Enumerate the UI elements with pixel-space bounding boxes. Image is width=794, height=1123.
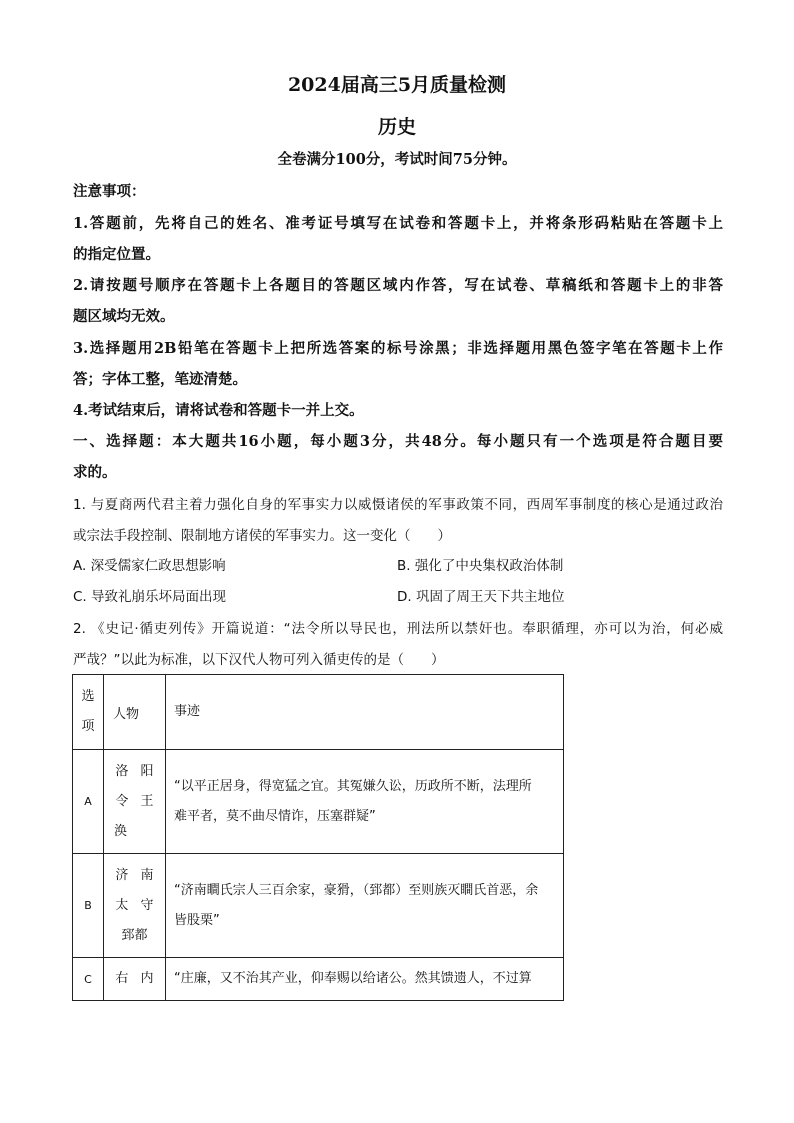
header-option-top: 选 — [81, 689, 95, 704]
section1-heading-line-2: 求的。 — [73, 464, 117, 481]
row-b-deeds-line: 皆股栗” — [174, 912, 220, 928]
row-a-deeds-line: 难平者，莫不曲尽情诈，压塞群疑” — [174, 808, 376, 824]
note-1-line-1: 1.答题前，先将自己的姓名、准考证号填写在试卷和答题卡上，并将条形码粘贴在答题卡上 — [73, 215, 723, 232]
section1-heading-line-1: 一、选择题：本大题共16小题，每小题3分，共48分。每小题只有一个选项是符合题目要 — [73, 433, 723, 450]
q1-stem-line-2: 或宗法手段控制、限制地方诸侯的军事实力。这一变化（ ） — [73, 528, 451, 544]
q2-table-row-a — [73, 750, 564, 854]
row-c-option: C — [73, 958, 104, 1001]
note-2-line-1: 2.请按题号顺序在答题卡上各题目的答题区域内作答，写在试卷、草稿纸和答题卡上的非答 — [73, 277, 723, 294]
row-b-person-line: 郅都 — [121, 927, 148, 943]
q1-option-d: D. 巩固了周王天下共主地位 — [397, 589, 565, 605]
q2-stem-line-2: 严哉？”以此为标准，以下汉代人物可列入循吏传的是（ ） — [73, 652, 445, 668]
row-c-deeds — [166, 958, 564, 1001]
row-b-person-line: 太 守 — [115, 897, 158, 913]
row-a-person-line: 洛 阳 — [115, 763, 158, 779]
q2-table — [72, 674, 564, 1001]
q2-stem-line-1: 2. 《史记·循吏列传》开篇说道：“法令所以导民也，刑法所以禁奸也。奉职循理，亦可以为治，何必威 — [73, 621, 723, 637]
row-b-deeds — [166, 854, 564, 958]
row-b-person-line: 济 南 — [115, 867, 158, 883]
row-a-person-line: 涣 — [114, 823, 132, 839]
row-b-deeds-line: “济南瞷氏宗人三百余家，豪猾，（郅都）至则族灭瞷氏首恶，余 — [174, 882, 539, 898]
row-c-deeds-line: “庄廉，又不治其产业，仰奉赐以给诸公。然其馈遗人，不过算 — [174, 971, 532, 986]
notes-heading: 注意事项： — [73, 183, 146, 200]
row-c-person-line: 右 内 — [115, 971, 158, 986]
exam-title: 2024届高三5月质量检测 — [287, 74, 507, 96]
q2-table-row-c — [73, 958, 564, 1001]
q1-option-b: B. 强化了中央集权政治体制 — [397, 558, 564, 574]
row-a-deeds-line: “以平正居身，得宽猛之宜。其冤嫌久讼，历政所不断，法理所 — [174, 778, 532, 794]
exam-info: 全卷满分100分，考试时间75分钟。 — [277, 151, 517, 168]
q1-stem-line-1: 1. 与夏商两代君主着力强化自身的军事实力以威慑诸侯的军事政策不同，西周军事制度的核心是通过政治 — [73, 497, 723, 513]
subject-title: 历史 — [377, 116, 416, 138]
header-deeds: 事迹 — [166, 675, 564, 750]
row-a-person-line: 令 王 — [115, 793, 158, 809]
note-1-line-2: 的指定位置。 — [73, 246, 160, 263]
note-3-line-2: 答；字体工整，笔迹清楚。 — [73, 371, 247, 388]
row-a-deeds — [166, 750, 564, 854]
header-person: 人物 — [104, 675, 166, 750]
q2-table-row-b — [73, 854, 564, 958]
note-3-line-1: 3.选择题用2B铅笔在答题卡上把所选答案的标号涂黑；非选择题用黑色签字笔在答题卡上作 — [73, 340, 723, 357]
q1-option-c: C. 导致礼崩乐坏局面出现 — [73, 589, 227, 605]
row-b-person — [104, 854, 166, 958]
row-c-person — [104, 958, 166, 1001]
row-b-option: B — [73, 854, 104, 958]
row-a-option: A — [73, 750, 104, 854]
row-a-person — [104, 750, 166, 854]
note-2-line-2: 题区域均无效。 — [73, 308, 175, 325]
q2-table-header-row — [73, 675, 564, 750]
note-4: 4.考试结束后，请将试卷和答题卡一并上交。 — [73, 402, 364, 419]
q1-option-a: A. 深受儒家仁政思想影响 — [73, 558, 226, 574]
header-option-bottom: 项 — [81, 719, 95, 734]
header-option — [73, 675, 104, 750]
